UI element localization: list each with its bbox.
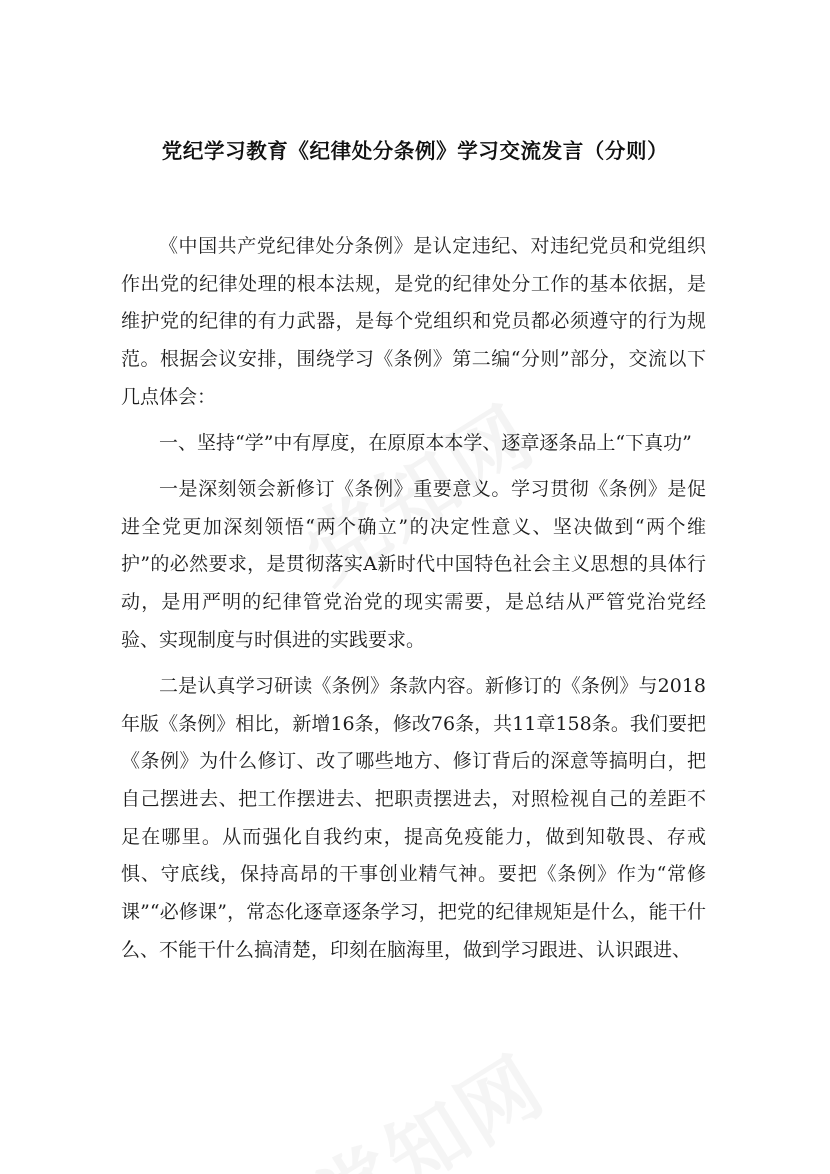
document-body xyxy=(121,228,706,978)
paragraph-intro: 《中国共产党纪律处分条例》是认定违纪、对违纪党员和党组织作出党的纪律处理的根本法规，是党的纪律处分工作的基本依据，是维护党的纪律的有力武器，是每个党组织和党员都必须遵守的行为规范。根据会议安排，围绕学习《条例》第二编“分则”部分，交流以下几点体会： xyxy=(121,235,706,408)
paragraph-point-2: 二是认真学习研读《条例》条款内容。新修订的《条例》与2018年版《条例》相比，新增16条，修改76条，共11章158条。我们要把《条例》为什么修订、改了哪些地方、修订背后的深意等搞明白，把自己摆进去、把工作摆进去、把职责摆进去，对照检视自己的差距不足在哪里。从而强化自我约束，提高免疫能力，做到知敬畏、存戒惧、守底线，保持高昂的干事创业精气神。要把《条例》作为“常修课”“必修课”，常态化逐章逐条学习，把党的纪律规矩是什么，能干什么、不能干什么搞清楚，印刻在脑海里，做到学习跟进、认识跟进、 xyxy=(121,674,706,961)
paragraph-point-1: 一是深刻领会新修订《条例》重要意义。学习贯彻《条例》是促进全党更加深刻领悟“两个确立”的决定性意义、坚决做到“两个维护”的必然要求，是贯彻落实A新时代中国特色社会主义思想的具体行动，是用严明的纪律管党治党的现实需要，是总结从严管党治党经验、实现制度与时俱进的实践要求。 xyxy=(121,478,706,651)
section-heading-1: 一、坚持“学”中有厚度，在原原本本学、逐章逐条品上“下真功” xyxy=(159,431,692,454)
document-title: 党纪学习教育《纪律处分条例》学习交流发言（分则） xyxy=(161,139,669,163)
watermark-bottom xyxy=(288,1025,572,1174)
